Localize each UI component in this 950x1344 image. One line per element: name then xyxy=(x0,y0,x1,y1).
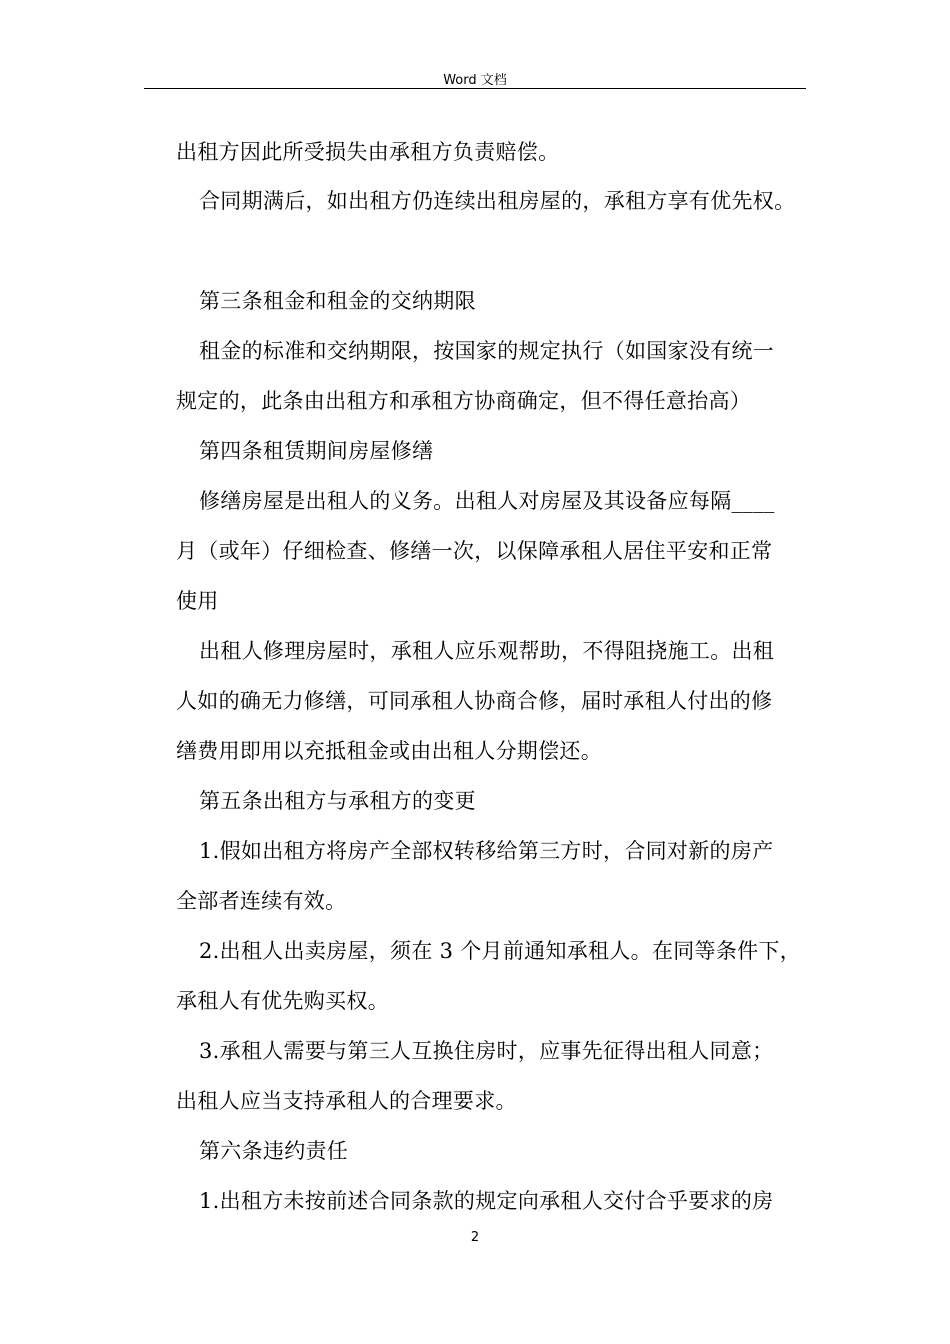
body-line: 修缮房屋是出租人的义务。出租人对房屋及其设备应每隔____ xyxy=(199,489,775,513)
body-line: 出租方因此所受损失由承租方负责赔偿。 xyxy=(176,140,560,164)
body-line: 租金的标准和交纳期限，按国家的规定执行（如国家没有统一 xyxy=(199,339,775,363)
section-heading: 第三条租金和租金的交纳期限 xyxy=(199,289,476,313)
section-heading: 第六条违约责任 xyxy=(199,1139,349,1163)
body-line: 使用 xyxy=(176,589,219,613)
body-line: 缮费用即用以充抵租金或由出租人分期偿还。 xyxy=(176,739,602,763)
body-line: 人如的确无力修缮，可同承租人协商合修，届时承租人付出的修 xyxy=(176,689,773,713)
body-line: 出租人修理房屋时，承租人应乐观帮助，不得阻挠施工。出租 xyxy=(199,639,775,663)
body-line: 合同期满后，如出租方仍连续出租房屋的，承租方享有优先权。 xyxy=(199,189,796,213)
page-number: 2 xyxy=(470,1230,480,1245)
body-line: 2.出租人出卖房屋，须在 3 个月前通知承租人。在同等条件下， xyxy=(199,939,802,963)
body-line: 月（或年）仔细检查、修缮一次，以保障承租人居住平安和正常 xyxy=(176,539,773,563)
body-line: 承租人有优先购买权。 xyxy=(176,989,389,1013)
body-line: 规定的，此条由出租方和承租方协商确定，但不得任意抬高） xyxy=(176,389,752,413)
body-line: 1.假如出租方将房产全部权转移给第三方时，合同对新的房产 xyxy=(199,839,774,863)
body-line: 出租人应当支持承租人的合理要求。 xyxy=(176,1089,517,1113)
page-header: Word 文档 xyxy=(443,73,507,88)
body-line: 3.承租人需要与第三人互换住房时，应事先征得出租人同意； xyxy=(199,1039,774,1063)
body-line: 1.出租方未按前述合同条款的规定向承租人交付合乎要求的房 xyxy=(199,1189,774,1213)
section-heading: 第四条租赁期间房屋修缮 xyxy=(199,439,434,463)
header-divider xyxy=(144,88,806,89)
section-heading: 第五条出租方与承租方的变更 xyxy=(199,789,476,813)
body-line: 全部者连续有效。 xyxy=(176,889,347,913)
